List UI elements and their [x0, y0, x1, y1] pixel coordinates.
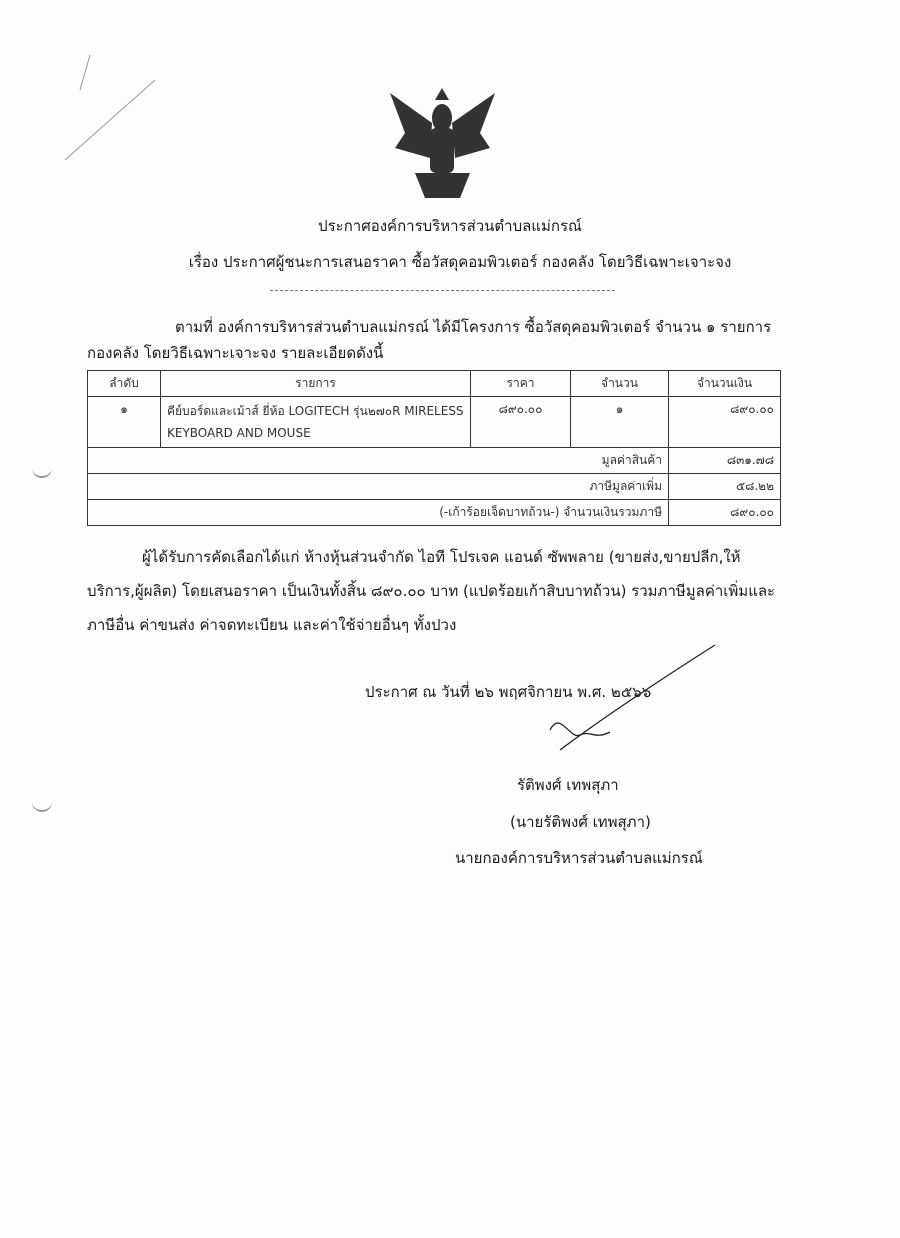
- punch-hole: [32, 462, 52, 478]
- divider: [270, 290, 615, 291]
- vat-label: ภาษีมูลค่าเพิ่ม: [88, 474, 669, 500]
- org-title: ประกาศองค์การบริหารส่วนตำบลแม่กรณ์: [318, 217, 582, 235]
- total-value: ๘๙๐.๐๐: [669, 500, 781, 526]
- signature: [540, 640, 720, 760]
- signer-position: นายกองค์การบริหารส่วนตำบลแม่กรณ์: [455, 849, 703, 867]
- cell-item: คีย์บอร์ดและเม้าส์ ยี่ห้อ LOGITECH รุ่น๒๗๐R MIRELESS KEYBOARD AND MOUSE: [161, 397, 471, 448]
- vat-value: ๕๘.๒๒: [669, 474, 781, 500]
- col-amount: จำนวนเงิน: [669, 371, 781, 397]
- cell-price: ๘๙๐.๐๐: [471, 397, 571, 448]
- items-table: [87, 370, 781, 526]
- total-label: (-เก้าร้อยเจ็ดบาทถ้วน-) จำนวนเงินรวมภาษี: [88, 500, 669, 526]
- subtotal-label: มูลค่าสินค้า: [88, 448, 669, 474]
- col-no: ลำดับ: [88, 371, 161, 397]
- table-row: [88, 397, 781, 448]
- signer-name-paren: (นายรัติพงศ์ เทพสุภา): [510, 813, 651, 831]
- award-paragraph: ผู้ได้รับการคัดเลือกได้แก่ ห้างหุ้นส่วนจำกัด ไอที โปรเจค แอนด์ ซัพพลาย (ขายส่ง,ขายปลีก,ให้บริการ,ผู้ผลิต) โดยเสนอราคา เป็นเงินทั้งสิ้น ๘๙๐.๐๐ บาท (แปดร้อยเก้าสิบบาทถ้วน) รวมภาษีมูลค่าเพิ่มและภาษีอื่น ค่าขนส่ง ค่าจดทะเบียน และค่าใช้จ่ายอื่นๆ ทั้งปวง: [87, 548, 776, 634]
- col-price: ราคา: [471, 371, 571, 397]
- table-header: [88, 371, 781, 397]
- cell-amount: ๘๙๐.๐๐: [669, 397, 781, 448]
- punch-hole: [32, 796, 52, 812]
- col-qty: จำนวน: [571, 371, 669, 397]
- date-line: ประกาศ ณ วันที่ ๒๖ พฤศจิกายน พ.ศ. ๒๕๖๖: [365, 683, 652, 701]
- signer-name: รัติพงศ์ เทพสุภา: [517, 776, 619, 794]
- intro-line2: กองคลัง โดยวิธีเฉพาะเจาะจง รายละเอียดดังนี้: [87, 344, 384, 362]
- cell-no: ๑: [88, 397, 161, 448]
- cell-qty: ๑: [571, 397, 669, 448]
- subject: เรื่อง ประกาศผู้ชนะการเสนอราคา ซื้อวัสดุคอมพิวเตอร์ กองคลัง โดยวิธีเฉพาะเจาะจง: [188, 253, 732, 271]
- garuda-emblem: [385, 88, 500, 208]
- intro-line1: ตามที่ องค์การบริหารส่วนตำบลแม่กรณ์ ได้มีโครงการ ซื้อวัสดุคอมพิวเตอร์ จำนวน ๑ รายการ: [175, 318, 772, 336]
- pen-mark: [60, 50, 160, 165]
- col-item: รายการ: [161, 371, 471, 397]
- subtotal-value: ๘๓๑.๗๘: [669, 448, 781, 474]
